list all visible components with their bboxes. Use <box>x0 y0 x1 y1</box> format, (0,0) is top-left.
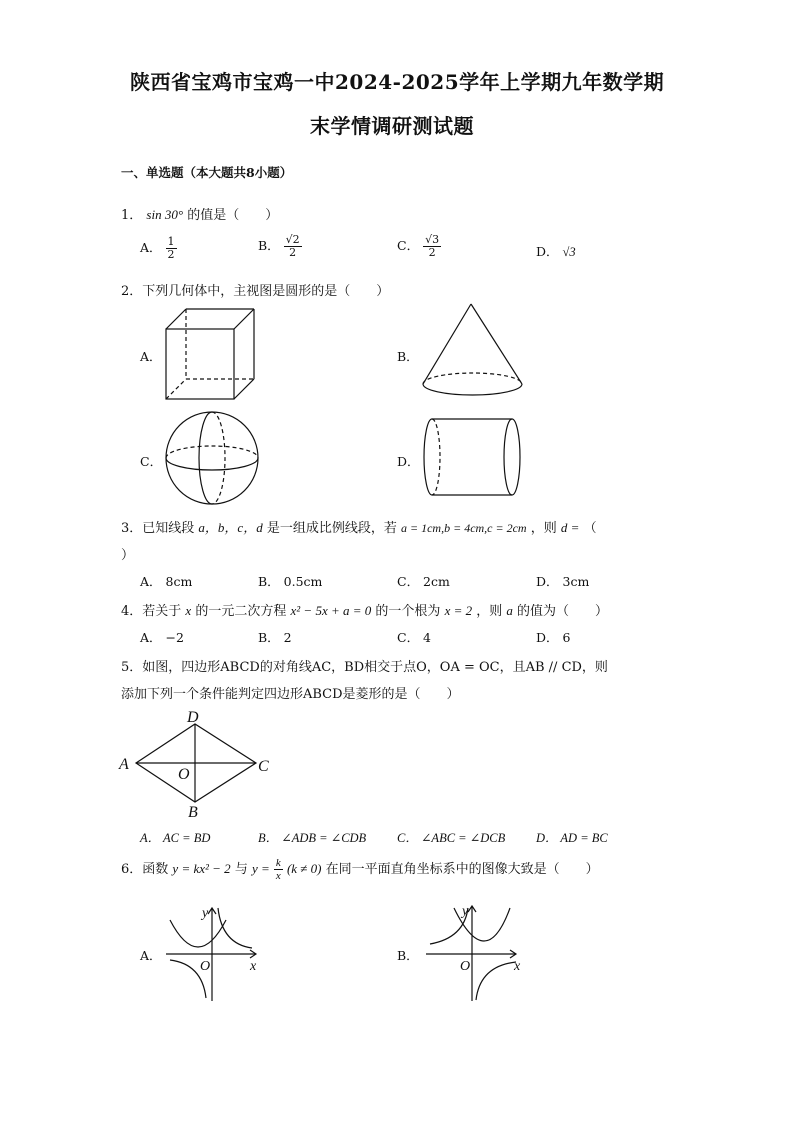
cone-side <box>471 304 522 384</box>
q5-option-d[interactable]: D． AD = BC <box>536 831 608 845</box>
q1-option-a[interactable] <box>140 236 177 261</box>
cube-hidden-edge <box>166 379 186 399</box>
q3-option-b[interactable]: B． 0.5cm <box>258 574 323 589</box>
label-b: B <box>188 804 198 819</box>
cylinder-right-end <box>504 419 520 495</box>
q4-option-d[interactable]: D． 6 <box>536 630 571 645</box>
q3-option-d[interactable]: D． 3cm <box>536 574 590 589</box>
sphere-equator-front <box>166 458 258 470</box>
q4-equation: x² − 5x + a = 0 <box>290 603 372 618</box>
q3-option-c[interactable]: C． 2cm <box>397 574 450 589</box>
axis-label-y: y <box>462 904 469 919</box>
section-heading: 一、单选题（本大题共8小题） <box>121 165 293 180</box>
sqrt-value: √3 <box>562 245 576 259</box>
title-line-2: 末学情调研测试题 <box>310 114 474 138</box>
question-5-line-2: 添加下列一个条件能判定四边形ABCD是菱形的是（ ） <box>121 687 460 702</box>
q1-number: 1． <box>121 208 143 223</box>
q3-text-b: 是一组成比例线段，若 <box>266 521 397 536</box>
title-line-1: 陕西省宝鸡市宝鸡一中2024-2025学年上学期九年数学期 <box>130 70 665 94</box>
hyperbola-branch-1 <box>218 908 252 948</box>
q4-option-c[interactable]: C． 4 <box>397 630 431 645</box>
q3-option-a[interactable]: A． 8cm <box>140 574 193 589</box>
q4-variable: x <box>185 603 192 618</box>
axis-label-x: x <box>514 959 521 974</box>
q4-text-e: 的值为（ ） <box>517 604 609 619</box>
option-letter: A． <box>140 240 162 255</box>
graph-option-b <box>420 900 525 1006</box>
q2-option-a-label[interactable]: A． <box>140 349 162 364</box>
q4-option-b[interactable]: B． 2 <box>258 630 292 645</box>
q3-target: d = <box>560 520 580 535</box>
label-a: A <box>119 756 129 773</box>
question-4 <box>121 600 608 619</box>
question-3 <box>121 517 597 536</box>
sphere-meridian-back <box>212 412 225 504</box>
question-1 <box>121 204 278 223</box>
q6-function-2-lhs: y = <box>251 861 270 876</box>
q6-function-1: y = kx² − 2 <box>172 861 231 876</box>
q1-text: 的值是（ ） <box>187 208 279 223</box>
cylinder-left-front <box>424 419 432 495</box>
q6-text-a: 6．函数 <box>121 862 169 877</box>
label-o: O <box>178 766 190 783</box>
sphere-meridian-front <box>199 412 212 504</box>
question-5-line-1: 5．如图，四边形ABCD的对角线AC，BD相交于点O，OA = OC，且AB // CD，则 <box>121 660 608 675</box>
sphere-outline <box>166 412 258 504</box>
cylinder-figure <box>420 415 524 501</box>
axis-label-o: O <box>200 959 211 974</box>
cube-figure <box>160 305 260 405</box>
q3-text-c: ，则 <box>530 521 557 536</box>
option-letter: C． <box>397 238 420 253</box>
sphere-equator-back <box>166 446 258 458</box>
q3-line-2: ） <box>121 548 135 563</box>
q5-option-b[interactable]: B． ∠ADB = ∠CDB <box>258 831 367 845</box>
cube-edge <box>234 379 254 399</box>
option-letter: B． <box>258 238 280 253</box>
q4-text-a: 4．若关于 <box>121 604 182 619</box>
q1-expression: sin 30° <box>146 207 184 222</box>
q4-root: x = 2 <box>444 603 473 618</box>
sphere-figure <box>162 408 262 508</box>
q6-text-mid: 与 <box>234 862 248 877</box>
rhombus-figure <box>116 707 276 819</box>
q2-option-c-label[interactable]: C． <box>140 454 163 469</box>
cone-side <box>423 304 471 384</box>
label-c: C <box>258 758 269 775</box>
axis-label-o: O <box>460 959 471 974</box>
fraction: $\frac{√3}{2}$ <box>425 233 440 259</box>
cone-figure <box>418 300 530 400</box>
fraction: $\frac{√2}{2}$ <box>285 233 300 259</box>
fraction: $\frac{1}{2}$ <box>167 235 175 261</box>
axis-label-x: x <box>250 959 257 974</box>
hyperbola-branch-2 <box>476 962 516 1000</box>
cube-edge <box>166 309 186 329</box>
parabola-curve <box>170 920 226 947</box>
graph-option-a <box>160 900 265 1006</box>
q5-option-a[interactable]: A． AC = BD <box>140 831 211 845</box>
q6-fraction: $\frac{k}{x}$ <box>275 857 281 882</box>
q5-option-c[interactable]: C． ∠ABC = ∠DCB <box>397 831 506 845</box>
question-6 <box>121 857 599 882</box>
q4-a: a <box>506 603 513 618</box>
q6-function-2-cond: (k ≠ 0) <box>286 861 322 876</box>
cylinder-left-back <box>432 419 440 495</box>
q4-text-b: 的一元二次方程 <box>195 604 287 619</box>
cone-base-front <box>423 384 522 395</box>
q6-option-b-label[interactable]: B． <box>397 948 419 963</box>
option-letter: D． <box>536 244 559 259</box>
cone-base-back <box>423 373 522 384</box>
q6-option-a-label[interactable]: A． <box>140 948 162 963</box>
axis-label-y: y <box>202 906 209 921</box>
q1-option-d[interactable] <box>536 242 576 260</box>
q1-option-c[interactable] <box>397 234 441 259</box>
q3-variables: a，b，c，d <box>198 520 263 535</box>
q4-text-c: 的一个根为 <box>375 604 441 619</box>
q2-option-b-label[interactable]: B． <box>397 349 419 364</box>
q3-condition: a = 1cm,b = 4cm,c = 2cm <box>401 521 527 535</box>
q4-text-d: ，则 <box>476 604 503 619</box>
q1-option-b[interactable] <box>258 234 302 259</box>
question-2: 2．下列几何体中，主视图是圆形的是（ ） <box>121 284 390 299</box>
q6-text-b: 在同一平面直角坐标系中的图像大致是（ ） <box>325 862 599 877</box>
cube-edge <box>234 309 254 329</box>
label-d: D <box>187 709 199 726</box>
q3-text-a: 3．已知线段 <box>121 521 195 536</box>
q4-option-a[interactable]: A． −2 <box>140 630 184 645</box>
q3-text-d: （ <box>583 521 597 536</box>
q2-option-d-label[interactable]: D． <box>397 454 420 469</box>
